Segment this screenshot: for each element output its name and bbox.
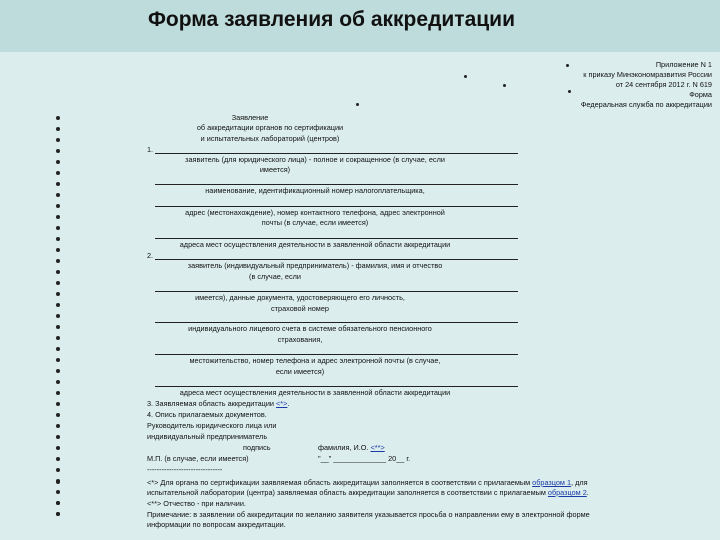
bullet-dot <box>56 369 60 373</box>
appendix-line: Форма <box>689 90 712 99</box>
field-caption: если имеется) <box>275 367 325 376</box>
blank-line[interactable] <box>155 206 518 207</box>
bullet-dot <box>56 149 60 153</box>
page-title: Форма заявления об аккредитации <box>148 8 515 31</box>
bullet-dot <box>56 292 60 296</box>
blank-line[interactable] <box>155 354 518 355</box>
bullet-dot <box>56 501 60 505</box>
footnote-2 <box>147 488 589 497</box>
bullet-dot <box>56 215 60 219</box>
bullet-dot <box>56 226 60 230</box>
heading-line: Заявление <box>231 113 269 122</box>
bullet-dot <box>56 248 60 252</box>
bullet-dot <box>56 160 60 164</box>
footnote-text: , для <box>571 478 588 487</box>
bullet-dot <box>56 237 60 241</box>
stamp-caption: М.П. (в случае, если имеется) <box>147 454 249 463</box>
bullet-dot <box>56 182 60 186</box>
sample-1-link[interactable]: образцом 1 <box>532 478 572 487</box>
bullet-dot <box>56 468 60 472</box>
blank-line[interactable] <box>155 322 518 323</box>
bullet-dot <box>56 325 60 329</box>
appendix-line: Федеральная служба по аккредитации <box>580 100 712 109</box>
bullet-dot <box>56 490 60 494</box>
section-number: 1. <box>147 145 154 154</box>
note-line: Примечание: в заявлении об аккредитации по желанию заявителя указывается просьба о направлении ему в электронной форме <box>147 510 590 519</box>
bullet-dot <box>56 446 60 450</box>
section-4: 4. Опись прилагаемых документов. <box>147 410 267 419</box>
separator: ------------------------------- <box>147 465 223 474</box>
bullet-dot <box>56 270 60 274</box>
bullet-dot <box>56 424 60 428</box>
slide-header <box>0 0 720 52</box>
footnote-link[interactable]: <**> <box>370 443 385 452</box>
bullet-dot <box>56 347 60 351</box>
footnote-3: <**> Отчество - при наличии. <box>147 499 246 508</box>
section-3 <box>147 399 289 408</box>
footnote-1 <box>147 478 588 487</box>
field-caption: заявитель (индивидуальный предприниматель) - фамилия, имя и отчество <box>187 261 443 270</box>
bullet-dot <box>56 303 60 307</box>
bullet-dot <box>56 402 60 406</box>
signature-caption: подпись <box>243 443 271 452</box>
bullet-dot <box>56 127 60 131</box>
blank-line[interactable] <box>155 386 518 387</box>
bullet-dot <box>56 116 60 120</box>
appendix-line: Приложение N 1 <box>655 60 712 69</box>
fio-caption <box>318 443 385 452</box>
section-3-tail: . <box>287 399 290 408</box>
field-caption: страхования, <box>277 335 323 344</box>
bullet-dot <box>56 391 60 395</box>
field-caption: индивидуального лицевого счета в системе обязательного пенсионного <box>188 324 432 333</box>
bullet-dot <box>56 138 60 142</box>
blank-line[interactable] <box>155 291 518 292</box>
bullet-dot <box>56 193 60 197</box>
bullet-dot <box>56 336 60 340</box>
field-caption: страховой номер <box>271 304 329 313</box>
section-number: 2. <box>147 251 154 260</box>
bullet-dot <box>56 413 60 417</box>
section-3-text: 3. Заявляемая область аккредитации <box>147 399 277 408</box>
bullet-dot <box>56 380 60 384</box>
sample-2-link[interactable]: образцом 2 <box>547 488 587 497</box>
bullet-dot <box>568 90 571 93</box>
heading-line: об аккредитации органов по сертификации <box>196 123 344 132</box>
bullet-dot <box>56 281 60 285</box>
bullet-dot <box>56 512 60 516</box>
blank-line[interactable] <box>155 153 518 154</box>
field-caption: (в случае, если <box>249 272 301 281</box>
field-caption: адрес (местонахождение), номер контактного телефона, адрес электронной <box>185 208 445 217</box>
field-caption: адреса мест осуществления деятельности в заявленной области аккредитации <box>179 240 451 249</box>
field-caption: имеется) <box>259 165 291 174</box>
field-caption: заявитель (для юридического лица) - полное и сокращенное (в случае, если <box>185 155 445 164</box>
bullet-dot <box>56 204 60 208</box>
bullet-dot <box>56 435 60 439</box>
bullet-dot <box>56 480 60 484</box>
date-field[interactable]: "__" _____________ 20__ г. <box>318 454 411 463</box>
field-caption: наименование, идентификационный номер налогоплательщика, <box>205 186 425 195</box>
bullet-dot <box>56 314 60 318</box>
bullet-dot <box>56 358 60 362</box>
footnote-text: <*> Для органа по сертификации заявляемая область аккредитации заполняется в соответствии с прилагаемым <box>147 478 533 487</box>
bullet-dot <box>356 103 359 106</box>
heading-line: и испытательных лабораторий (центров) <box>200 134 340 143</box>
appendix-line: к приказу Минэкономразвития России <box>583 70 712 79</box>
bullet-dot <box>56 457 60 461</box>
note-line: информации по вопросам аккредитации. <box>147 520 286 529</box>
bullet-dot <box>56 171 60 175</box>
blank-line[interactable] <box>155 238 518 239</box>
appendix-line: от 24 сентября 2012 г. N 619 <box>615 80 712 89</box>
bullet-dot <box>566 64 569 67</box>
fio-text: фамилия, И.О. <box>318 443 371 452</box>
field-caption: почты (в случае, если имеется) <box>261 218 369 227</box>
footnote-link[interactable]: <*> <box>276 399 288 408</box>
signer-line: Руководитель юридического лица или <box>147 421 277 430</box>
blank-line[interactable] <box>155 184 518 185</box>
footnote-text: . <box>586 488 589 497</box>
bullet-dot <box>503 84 506 87</box>
bullet-dot <box>56 259 60 263</box>
field-caption: адреса мест осуществления деятельности в заявленной области аккредитации <box>179 388 451 397</box>
field-caption: местожительство, номер телефона и адрес электронной почты (в случае, <box>189 356 441 365</box>
footnote-text: испытательной лаборатории (центра) заявляемая область аккредитации заполняется в соответствии с прилагаемым <box>147 488 548 497</box>
bullet-dot <box>464 75 467 78</box>
signer-line: индивидуальный предприниматель <box>147 432 268 441</box>
field-caption: имеется), данные документа, удостоверяющего его личность, <box>195 293 405 302</box>
blank-line[interactable] <box>155 259 518 260</box>
